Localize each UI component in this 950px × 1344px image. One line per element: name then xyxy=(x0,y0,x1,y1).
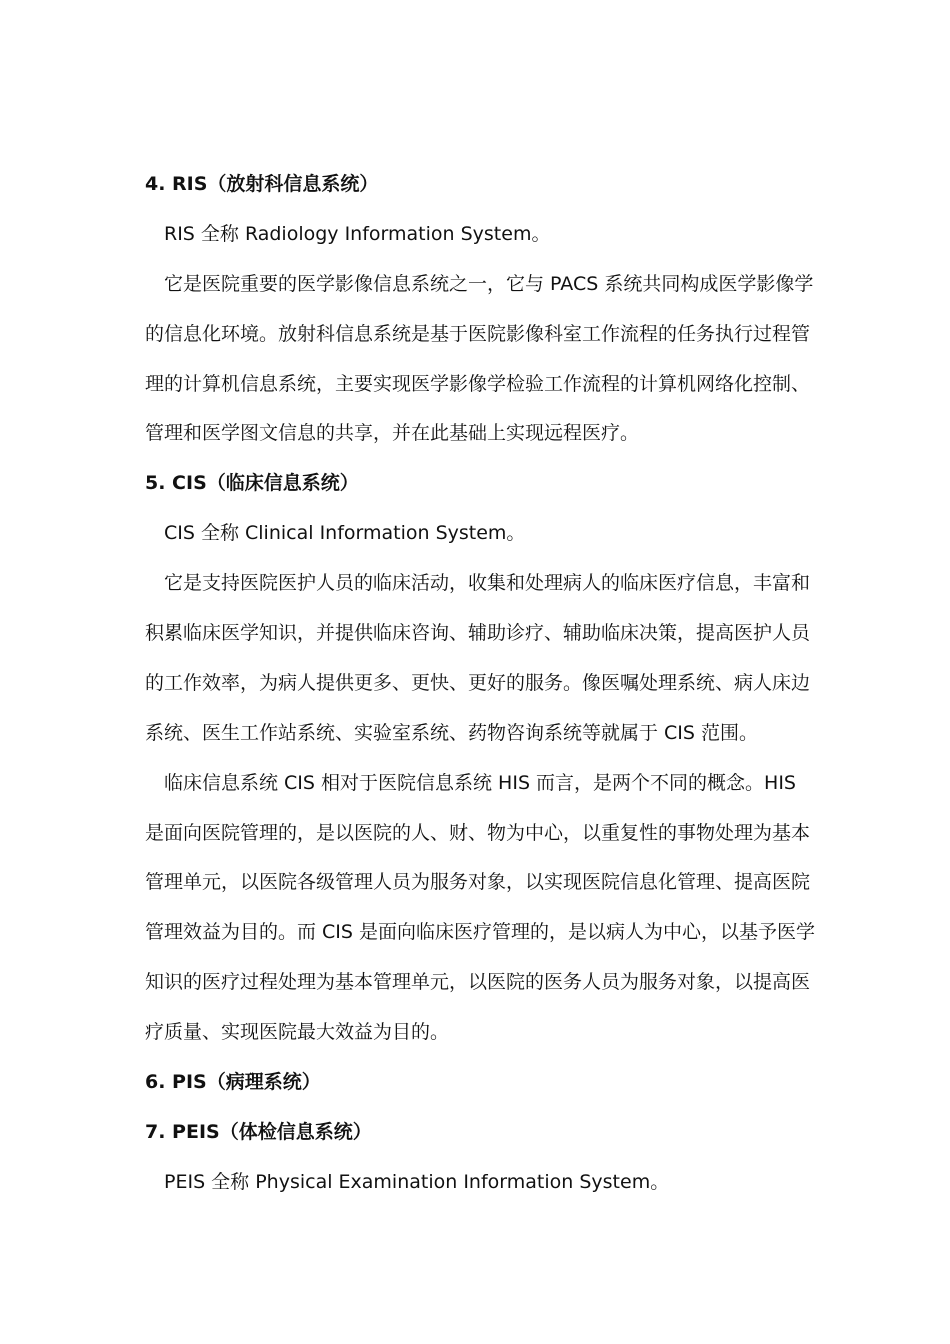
section-heading-peis: 7. PEIS（体检信息系统） xyxy=(145,1120,372,1143)
paragraph-line: 它是支持医院医护人员的临床活动，收集和处理病人的临床医疗信息，丰富和 xyxy=(164,572,811,595)
paragraph-line: 的信息化环境。放射科信息系统是基于医院影像科室工作流程的任务执行过程管 xyxy=(145,322,811,345)
paragraph-line: 是面向医院管理的，是以医院的人、财、物为中心，以重复性的事物处理为基本 xyxy=(145,821,811,844)
paragraph-line: 积累临床医学知识，并提供临床咨询、辅助诊疗、辅助临床决策，提高医护人员 xyxy=(145,622,811,645)
paragraph-line: 疗质量、实现医院最大效益为目的。 xyxy=(145,1021,450,1044)
paragraph-line: 它是医院重要的医学影像信息系统之一，它与 PACS 系统共同构成医学影像学 xyxy=(164,272,814,295)
paragraph-line: 系统、医生工作站系统、实验室系统、药物咨询系统等就属于 CIS 范围。 xyxy=(145,721,759,744)
paragraph-line: 知识的医疗过程处理为基本管理单元，以医院的医务人员为服务对象，以提高医 xyxy=(145,971,811,994)
section-heading-pis: 6. PIS（病理系统） xyxy=(145,1071,321,1094)
paragraph-line: 理的计算机信息系统，主要实现医学影像学检验工作流程的计算机网络化控制、 xyxy=(145,372,811,395)
paragraph-line: 管理单元，以医院各级管理人员为服务对象，以实现医院信息化管理、提高医院 xyxy=(145,871,811,894)
section-heading-ris: 4. RIS（放射科信息系统） xyxy=(145,173,379,195)
paragraph-line: 临床信息系统 CIS 相对于医院信息系统 HIS 而言，是两个不同的概念。HIS xyxy=(164,771,796,794)
section-heading-cis: 5. CIS（临床信息系统） xyxy=(145,472,359,495)
paragraph-line: 管理效益为目的。而 CIS 是面向临床医疗管理的，是以病人为中心，以基予医学 xyxy=(145,921,815,944)
paragraph-line: 管理和医学图文信息的共享，并在此基础上实现远程医疗。 xyxy=(145,422,640,445)
paragraph-line: PEIS 全称 Physical Examination Information System。 xyxy=(164,1170,670,1193)
document-page xyxy=(145,160,815,1208)
paragraph-line: CIS 全称 Clinical Information System。 xyxy=(164,522,526,545)
paragraph-line: 的工作效率，为病人提供更多、更快、更好的服务。像医嘱处理系统、病人床边 xyxy=(145,671,811,694)
paragraph-line: RIS 全称 Radiology Information System。 xyxy=(164,222,551,245)
